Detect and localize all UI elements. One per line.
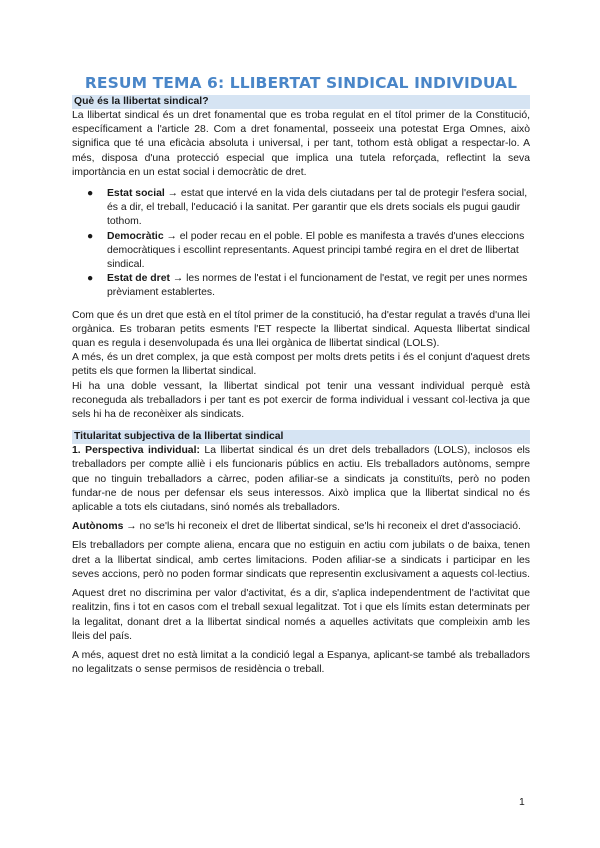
paragraph-compte-aliena: Els treballadors per compte aliena, encara que no estiguin en actiu com jubilats o de baixa, tenen dret a la llibertat sindical, amb certes limitacions. Poden afiliar-se a sindicats i participar en les seves accions, però no poden formar sindicats que representin exclusivament a aquests col·lectius. <box>72 540 531 580</box>
paragraph-perspectiva-individual <box>72 444 530 515</box>
paragraph-condicio-legal: A més, aquest dret no està limitat a la condició legal a Espanya, aplicant-se també als treballadors no legalitzats o sense permisos de residència o treball. <box>72 649 530 676</box>
section-heading-que-es: Què és la llibertat sindical? <box>72 95 530 109</box>
page-number: 1 <box>519 797 525 808</box>
bullet-icon: ● <box>87 230 94 242</box>
paragraph-doble-vessant: Hi ha una doble vessant, la llibertat sindical pot tenir una vessant individual perquè està reconeguda als treballadors i per tant es pot exercir de forma individual i vessant col·lectiva ja que sels hi ha de reconèixer als sindicats. <box>72 380 530 421</box>
section-heading-titularitat: Titularitat subjectiva de la llibertat sindical <box>72 430 530 444</box>
intro-paragraph: La llibertat sindical és un dret fonamental que es troba regulat en el títol primer de la Constitució, específicament a l'article 28. Com a dret fonamental, posseeix una potestat Erga Omnes, això significa que té una eficàcia absoluta i universal, i per tant, tothom està obligat a respectar-lo. A més, disposa d'una protecció especial que implica una tutela reforçada, reflectint la seva importància en un estat social i democràtic de dret. <box>72 110 530 178</box>
text-perspectiva-individual: La llibertat sindical és un dret dels treballadors (LOLS), inclosos els treballadors per compte alliè i els funcionaris públics en actiu. Els treballadors autònoms, sempre que no tinguin treballadors a càrrec, poden afiliar-se a sindicats ja constituïts, però no poden fundar-ne de nous per defensar els seus interessos. Això implica que la llibertat sindical no és aplicable a tots els ciutadans, sinó només als treballadors. <box>72 445 530 514</box>
list-item-estat-social <box>87 187 530 230</box>
definition-democratic: → el poder recau en el poble. El poble es manifesta a través d'unes eleccions democràtiques i escollint representants. Aquest principi també regira en el dret de llibertat sindical. <box>107 230 525 271</box>
definition-estat-de-dret: → les normes de l'estat i el funcionament de l'estat, ve regit per unes normes prèviament establertes. <box>107 273 528 299</box>
term-estat-de-dret: Estat de dret <box>107 273 170 285</box>
term-perspectiva-individual: 1. Perspectiva individual: <box>72 445 200 457</box>
bullet-icon: ● <box>87 273 94 285</box>
bullet-icon: ● <box>87 188 94 200</box>
bullet-list <box>72 187 530 301</box>
document-title: RESUM TEMA 6: LLIBERTAT SINDICAL INDIVIDUAL <box>84 74 518 92</box>
definition-estat-social: → estat que intervé en la vida dels ciutadans per tal de protegir l'esfera social, és a dir, el treball, l'educació i la sanitat. Per garantir que els drets socials els pugui gaudir tothom. <box>107 188 528 228</box>
list-item-democratic <box>87 230 530 273</box>
paragraph-dret-complex: A més, és un dret complex, ja que està compost per molts drets petits i és el conjunt d'aquest drets petits els que formen la llibertat sindical. <box>72 352 530 378</box>
document-page <box>72 74 530 677</box>
text-autonoms: → no se'ls hi reconeix el dret de llibertat sindical, se'ls hi reconeix el dret d'associació. <box>123 521 521 533</box>
paragraph-valor-activitat: Aquest dret no discrimina per valor d'activitat, és a dir, s'aplica independentment de l'activitat que realitzin, fins i tot en casos com el treball sexual legalitzat. Tot i que els límits estan determinats per la legalitat, donant dret a la llibertat sindical només a aquelles activitats que compleixin amb les lleis del país. <box>72 588 530 642</box>
list-item-estat-de-dret <box>87 272 530 300</box>
term-democratic: Democràtic <box>107 230 164 242</box>
paragraph-autonoms <box>72 520 530 534</box>
term-autonoms: Autònoms <box>72 521 124 533</box>
term-estat-social: Estat social <box>107 188 165 200</box>
paragraph-llei-organica: Com que és un dret que està en el títol primer de la constitució, ha d'estar regulat a través d'una llei orgànica. Es trobaran petits esments l'ET respecte la llibertat sindical. Aquesta llibertat sindical quan es regula i desenvolupada és una llei orgànica de llibertat sindical (LOLS). <box>72 309 530 350</box>
